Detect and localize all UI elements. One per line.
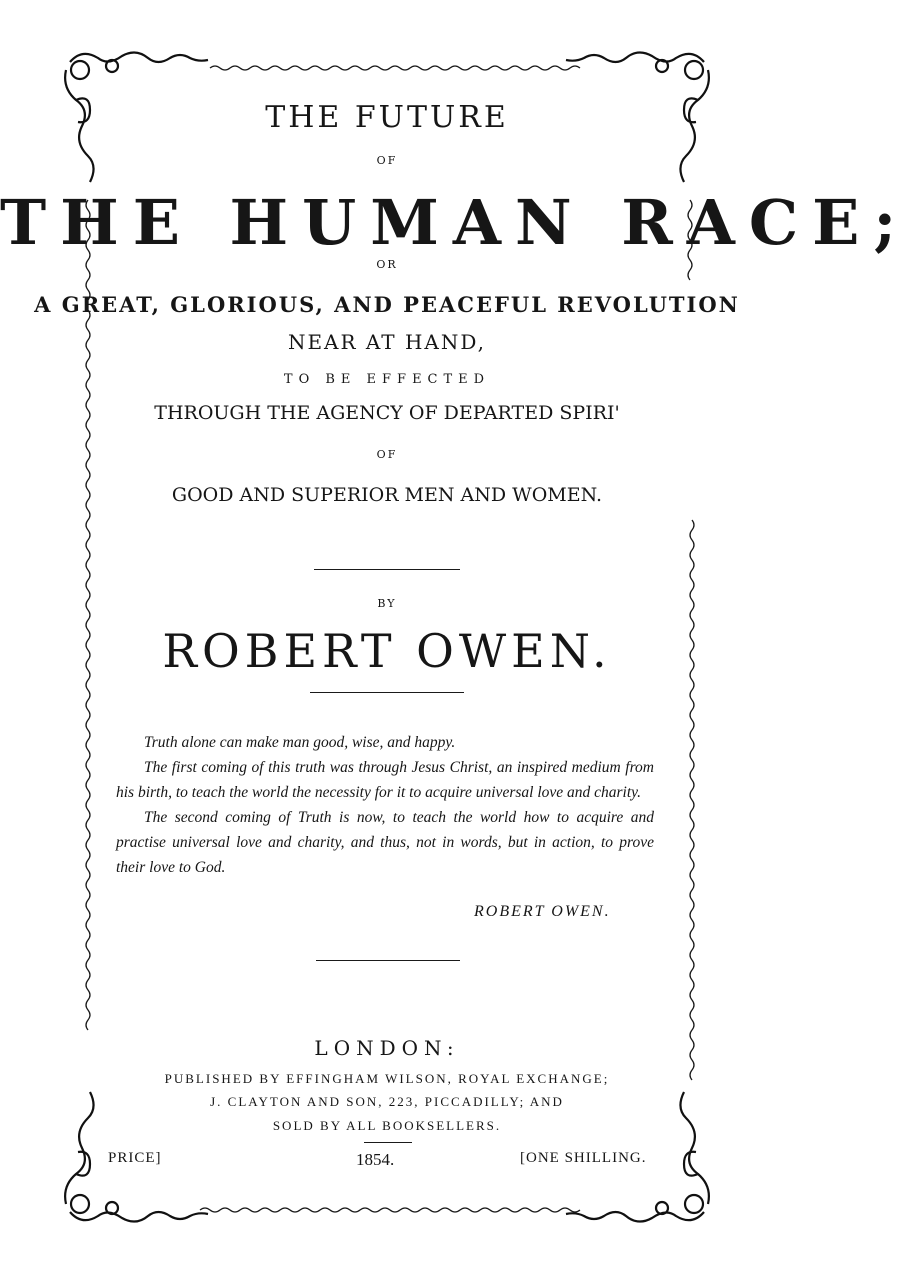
subtitle-line-5: GOOD AND SUPERIOR MEN AND WOMEN. <box>171 484 603 506</box>
epigraph <box>116 730 654 880</box>
price-label: PRICE] <box>108 1150 162 1166</box>
imprint-bookseller: J. CLAYTON AND SON, 223, PICCADILLY; AND <box>210 1094 564 1109</box>
author-name: ROBERT OWEN. <box>162 624 612 678</box>
epigraph-paragraph-1 <box>116 730 654 755</box>
title-connector-of: OF <box>376 154 398 167</box>
epigraph-text-1: Truth alone can make man good, wise, and happy. <box>144 734 456 751</box>
title-connector-or: OR <box>376 258 398 271</box>
imprint-distribution: SOLD BY ALL BOOKSELLERS. <box>272 1118 502 1133</box>
byline-by: BY <box>377 597 397 610</box>
imprint-city: LONDON: <box>314 1036 460 1060</box>
divider-rule-1 <box>314 569 460 570</box>
main-title: THE HUMAN RACE; <box>0 186 910 259</box>
publication-year: 1854. <box>356 1150 395 1169</box>
price-amount: [ONE SHILLING. <box>520 1150 647 1166</box>
epigraph-paragraph-2 <box>116 755 654 805</box>
divider-rule-3 <box>316 960 460 961</box>
epigraph-text-3: The second coming of Truth is now, to teach the world how to acquire and practise universal love and charity, and thus, not in words, but in action, to prove their love to God. <box>116 809 654 876</box>
subtitle-line-1: A GREAT, GLORIOUS, AND PEACEFUL REVOLUTION <box>34 292 740 317</box>
divider-rule-2 <box>310 692 464 693</box>
imprint-publisher: PUBLISHED BY EFFINGHAM WILSON, ROYAL EXCHANGE; <box>164 1071 610 1086</box>
title-line-the-future: THE FUTURE <box>265 100 509 135</box>
subtitle-line-3: TO BE EFFECTED <box>283 372 491 387</box>
epigraph-paragraph-3 <box>116 805 654 880</box>
subtitle-connector-of: OF <box>376 448 398 461</box>
subtitle-line-4: THROUGH THE AGENCY OF DEPARTED SPIRI' <box>154 402 620 424</box>
epigraph-text-2: The first coming of this truth was through Jesus Christ, an inspired medium from his birth, to teach the world the necessity for it to acquire universal love and charity. <box>116 759 654 801</box>
divider-rule-4 <box>364 1142 412 1143</box>
subtitle-line-2: NEAR AT HAND, <box>287 330 487 354</box>
epigraph-signature: ROBERT OWEN. <box>474 903 611 920</box>
